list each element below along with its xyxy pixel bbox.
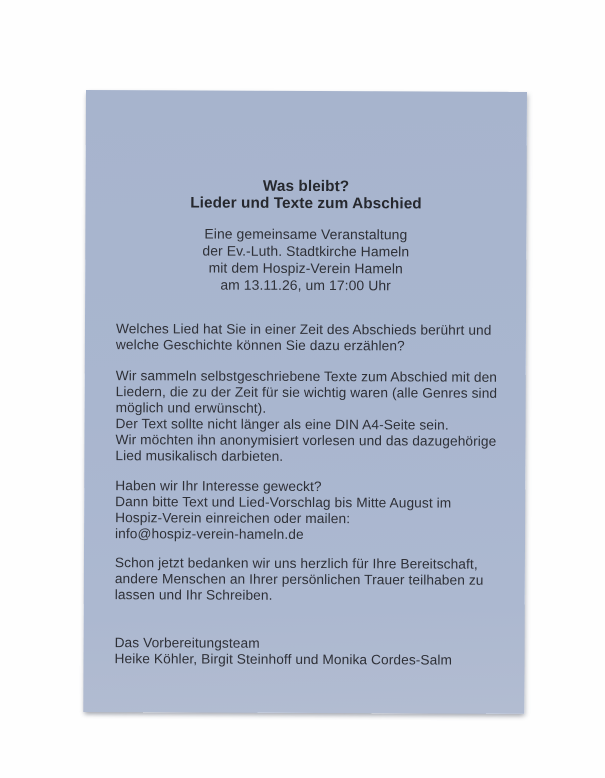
- body-paragraph-1: [116, 321, 504, 355]
- subtitle-line: Eine gemeinsame Veranstaltung: [204, 225, 408, 243]
- text-line: Der Text sollte nicht länger als eine DIN A4-Seite sein.: [115, 416, 449, 433]
- text-line: Lied musikalisch darbieten.: [115, 448, 284, 464]
- body-paragraph-2: [115, 368, 503, 466]
- text-line: Wir möchten ihn anonymisiert vorlesen und das dazugehörige: [115, 432, 497, 449]
- text-line: welche Geschichte können Sie dazu erzählen?: [115, 337, 405, 354]
- text-line: Wir sammeln selbstgeschriebene Texte zum Abschied mit den: [115, 368, 498, 385]
- event-info: [85, 225, 526, 295]
- text-line: andere Menschen an Ihrer persönlichen Trauer teilhaben zu: [114, 571, 484, 588]
- text-line: Schon jetzt bedanken wir uns herzlich für Ihre Bereitschaft,: [114, 555, 478, 572]
- flyer-title: [85, 178, 526, 213]
- text-line: möglich und erwünscht).: [115, 400, 267, 416]
- subtitle-line: der Ev.-Luth. Stadtkirche Hameln: [202, 242, 410, 260]
- body-paragraph-4: [115, 555, 503, 605]
- flyer-content: [83, 90, 527, 714]
- body-paragraph-3: [115, 478, 503, 544]
- title-line-2: Lieder und Texte zum Abschied: [190, 193, 422, 212]
- signoff-team-line: Das Vorbereitungsteam: [114, 635, 260, 651]
- signoff-names-line: Heike Köhler, Birgit Steinhoff und Monika Cordes-Salm: [114, 651, 453, 668]
- text-line: Dann bitte Text und Lied-Vorschlag bis Mitte August im: [115, 494, 452, 511]
- text-line: lassen und Ihr Schreiben.: [114, 587, 273, 603]
- event-datetime: am 13.11.26, um 17:00 Uhr: [220, 276, 391, 294]
- subtitle-line: mit dem Hospiz-Verein Hameln: [208, 259, 403, 277]
- text-line: Liedern, die zu der Zeit für sie wichtig waren (alle Genres sind: [115, 384, 498, 401]
- text-line: Haben wir Ihr Interesse geweckt?: [115, 478, 322, 495]
- signoff-block: [114, 635, 502, 669]
- flyer-paper: [83, 90, 527, 714]
- title-line-1: Was bleibt?: [262, 177, 350, 196]
- text-line: Hospiz-Verein einreichen oder mailen:: [115, 510, 351, 527]
- flyer-header: [85, 178, 526, 295]
- text-line: Welches Lied hat Sie in einer Zeit des Abschieds berührt und: [115, 321, 492, 338]
- email-text: info@hospiz-verein-hameln.de: [115, 526, 304, 542]
